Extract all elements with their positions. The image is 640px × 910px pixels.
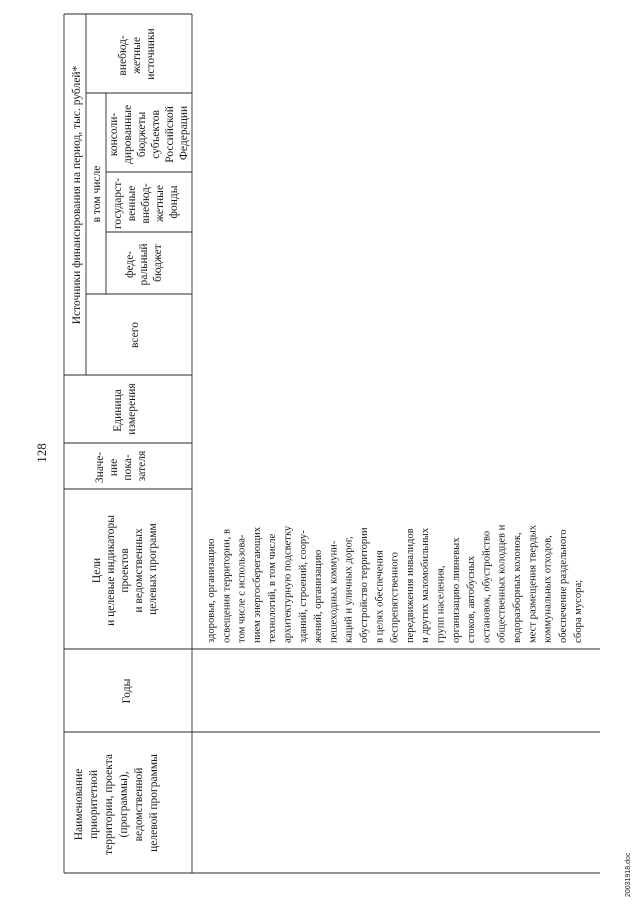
footer-filename: 20031918.doc [625,852,632,897]
header-territory-name: Наименование приоритетной территории, проекта (программы), ведомственной целевой программы [73,754,160,855]
header-including: в том числе [91,165,103,223]
header-years: Годы [121,678,133,704]
header-goals: Цели и целевые индикаторы проектов и ведомственных целевых программ [91,514,159,626]
header-financing-sources: Источники финансирования на период, тыс. рублей* [71,65,83,325]
goals-body-text: здоровья, организацию освещения территории, в том числе с использова- нием энергосберегающих технологий, в том числе архитектурную подсветку зданий, строений, соору- жений, организацию пешеходных коммуни- каций и уличных дорог, обустройство территории в целях обеспечения беспрепятственного передвижения инвалидов и других маломобильных групп населения, организацию ливневых стоков, автобусных остановок, обустройство общественных колодцев и водоразборных колонок, мест размещения твердых коммунальных отходов, обеспечение раздельного сбора мусора; [206,524,585,643]
header-state-funds: государст- венные внебюд- жетные фонды [112,177,180,229]
header-indicator-value: Значе- ние пока- зателя [94,450,148,484]
header-federal-budget: феде- ральный бюджет [124,243,164,286]
header-unit: Единица измерения [112,383,138,435]
header-regional-budgets: консоли- дированные бюджеты субъектов Российской Федерации [108,104,190,164]
page-number: 128 [34,443,49,463]
header-total: всего [129,322,141,348]
header-extra-budgetary-sources: внебюд- жетные источники [117,28,157,80]
